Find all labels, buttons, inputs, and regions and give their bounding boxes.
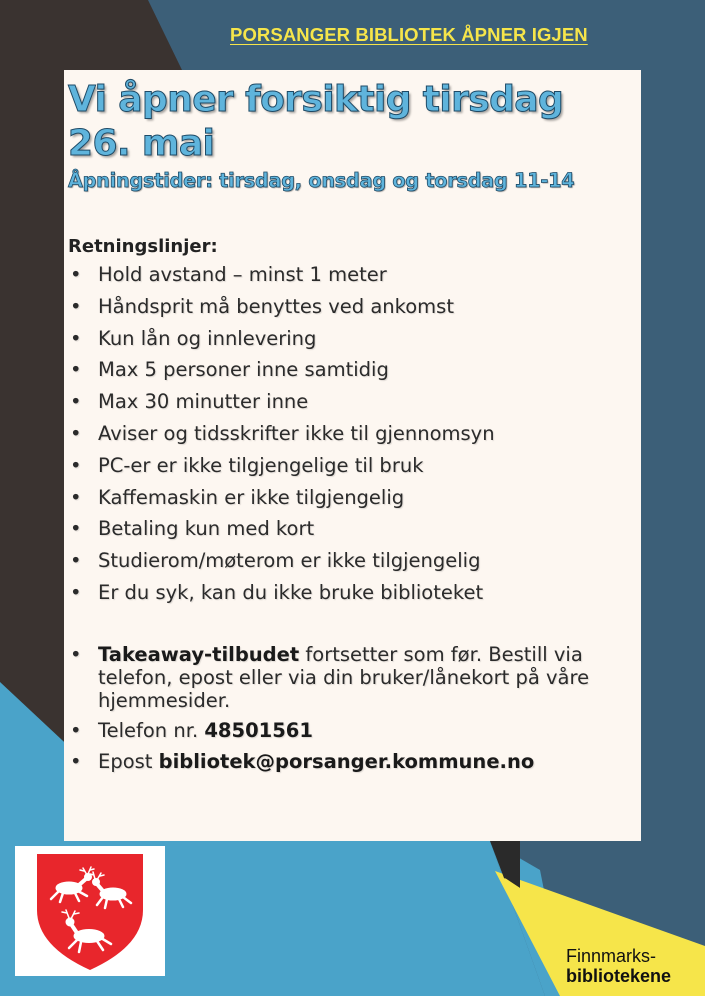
- email-address: bibliotek@porsanger.kommune.no: [158, 749, 535, 773]
- guideline-item: • Betaling kun med kort: [68, 516, 641, 541]
- guidelines-heading: Retningslinjer:: [68, 236, 218, 257]
- takeaway-item: [68, 643, 638, 712]
- municipal-coat-of-arms-reindeer-icon: [15, 846, 165, 976]
- guideline-item: • PC-er er ikke tilgjengelige til bruk: [68, 453, 641, 478]
- logo-text-line-2: bibliotekene: [566, 966, 672, 986]
- email-label: Epost: [98, 749, 159, 773]
- phone-label: Telefon nr.: [98, 718, 205, 742]
- notice-card: [64, 70, 641, 841]
- email-item: [68, 749, 641, 774]
- guideline-item: • Max 30 minutter inne: [68, 389, 641, 414]
- logo-text-line-1: Finnmarks-: [566, 946, 657, 966]
- opening-hours: Åpningstider: tirsdag, onsdag og torsdag 11-14: [68, 169, 575, 192]
- headline-line-1: Vi åpner forsiktig tirsdag: [68, 79, 564, 120]
- phone-number: 48501561: [204, 718, 313, 742]
- guideline-item: • Hold avstand – minst 1 meter: [68, 262, 641, 287]
- takeaway-label: Takeaway-tilbudet: [98, 642, 300, 666]
- guideline-item: • Kun lån og innlevering: [68, 326, 641, 351]
- phone-item: [68, 718, 641, 743]
- guideline-item: • Kaffemaskin er ikke tilgjengelig: [68, 485, 641, 510]
- guideline-item: • Studierom/møterom er ikke tilgjengelig: [68, 548, 641, 573]
- crest-logo: [15, 846, 165, 976]
- guidelines-list: [68, 262, 641, 605]
- banner-title: PORSANGER BIBLIOTEK ÅPNER IGJEN: [230, 24, 588, 45]
- takeaway-text: fortsetter som før. Bestill via telefon, epost eller via din bruker/lånekort på våre hjemmesider.: [98, 642, 590, 712]
- contact-list: [68, 643, 641, 774]
- guideline-item: • Max 5 personer inne samtidig: [68, 357, 641, 382]
- guideline-item: • Håndsprit må benyttes ved ankomst: [68, 294, 641, 319]
- headline: [68, 78, 641, 166]
- guideline-item: • Er du syk, kan du ikke bruke biblioteket: [68, 580, 641, 605]
- guideline-item: • Aviser og tidsskrifter ikke til gjennomsyn: [68, 421, 641, 446]
- headline-line-2: 26. mai: [68, 123, 215, 164]
